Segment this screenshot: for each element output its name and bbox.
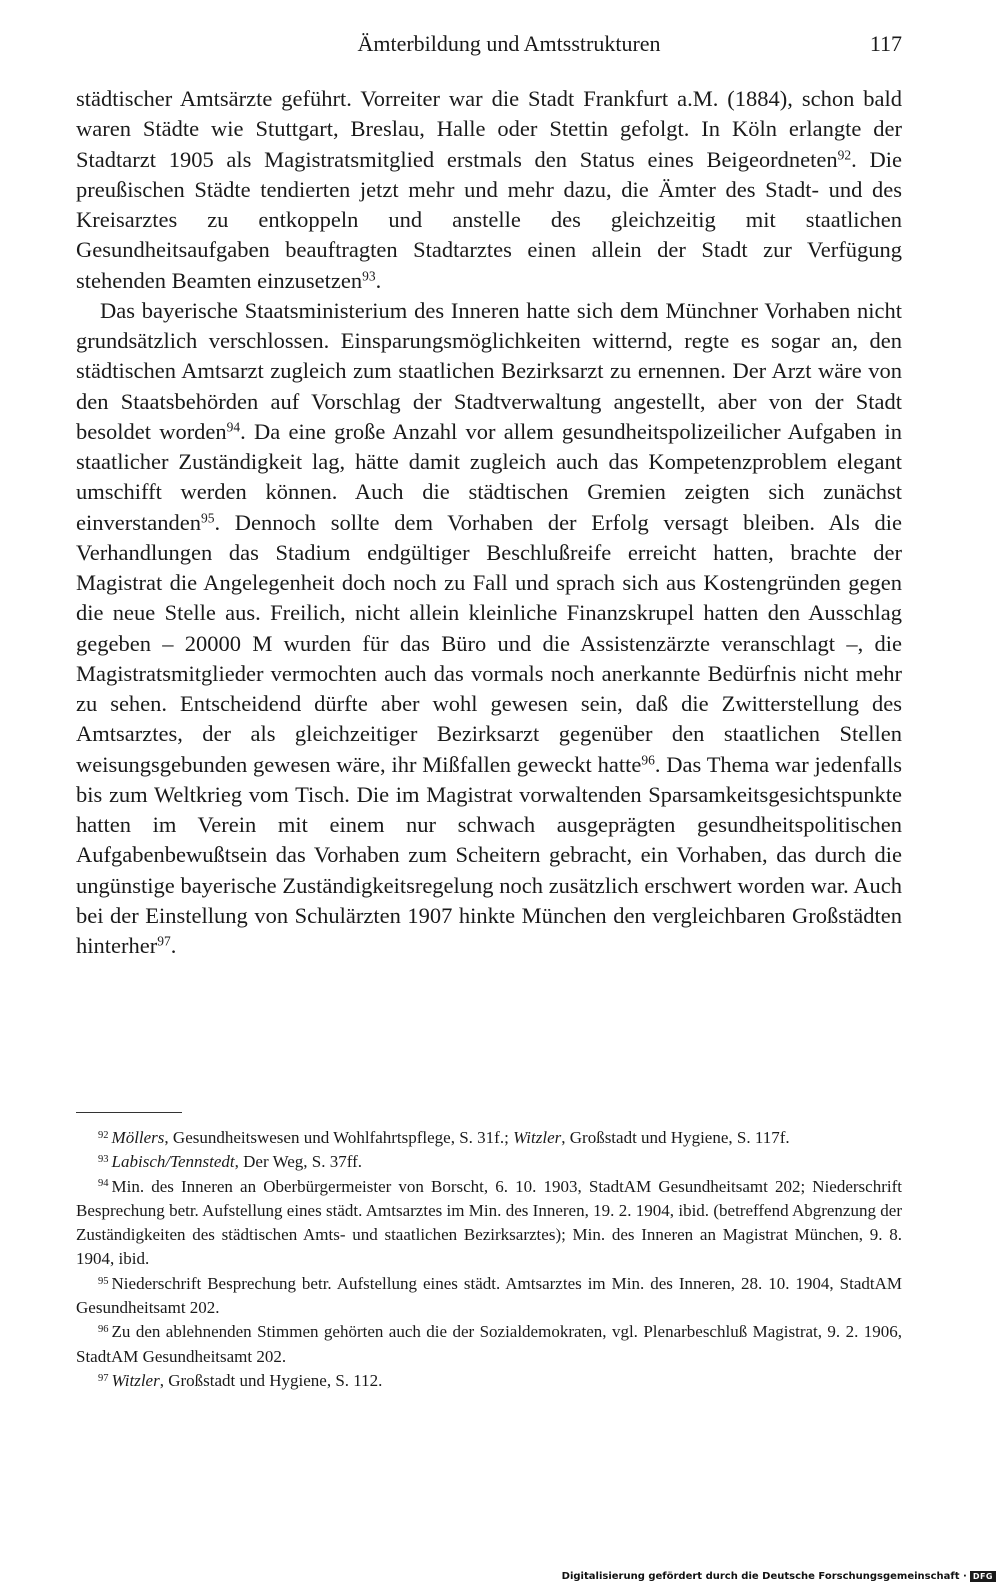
body-text (76, 84, 902, 961)
footnote-text: Min. des Inneren an Oberbürgermeister von Borscht, 6. 10. 1903, StadtAM Gesundheitsamt 202; Niederschrift Besprechung betr. Aufstellung eines städt. Amtsarztes im Min. des Inneren, 19. 2. 1904, ibid. (betreffend Abgrenzung der Zuständigkeiten des städtischen Amts- und staatlichen Bezirksarztes); Min. des Inneren an Magistrat München, 9. 8. 1904, ibid. (76, 1176, 902, 1269)
paragraph-2 (76, 296, 902, 962)
p2-text-3: . Dennoch sollte dem Vorhaben der Erfolg versagt bleiben. Als die Verhandlungen das Stadium endgültiger Beschlußreife erreicht hatten, brachte der Magistrat die Angelegenheit doch noch zu Fall und sprach sich aus Kostengründen gegen die neue Stelle aus. Freilich, nicht allein kleinliche Finanzskrupel hatten den Ausschlag gegeben – 20000 M wurden für das Büro und die Assistenzärzte veranschlagt –, die Magistratsmitglieder vermochten auch das vormals noch anerkannte Bedürfnis nicht mehr zu sehen. Entscheidend dürfte aber wohl gewesen sein, daß die Zwitterstellung des Amtsarztes, der als gleichzeitiger Bezirksarzt gegenüber den staatlichen Stellen weisungsgebunden gewesen wäre, ihr Mißfallen geweckt hatte (76, 509, 902, 777)
footnote (76, 1126, 902, 1150)
footnote-ref: 93 (362, 268, 376, 284)
footnote-text: , Der Weg, S. 37ff. (234, 1152, 363, 1172)
page-number: 117 (869, 31, 902, 56)
footnote (76, 1175, 902, 1272)
p1-text-1: städtischer Amtsärzte geführt. Vorreiter war die Stadt Frankfurt a.M. (1884), schon bald waren Städte wie Stuttgart, Breslau, Halle oder Stettin gefolgt. In Köln erlangte der Stadtarzt 1905 als Magistratsmitglied erstmals den Status eines Beigeordneten (76, 86, 902, 172)
footnote-text: Niederschrift Besprechung betr. Aufstellung eines städt. Amtsarztes im Min. des Inneren, 28. 10. 1904, StadtAM Gesundheitsamt 202. (76, 1273, 902, 1318)
footnote-number: 97 (98, 1372, 109, 1384)
footnote-author: Witzler (111, 1370, 160, 1390)
footnote-number: 96 (98, 1324, 109, 1336)
p1-text-3: . (375, 267, 382, 293)
footnote-text: , Großstadt und Hygiene, S. 112. (159, 1370, 383, 1390)
footnote-number: 93 (98, 1154, 109, 1166)
p2-text-2: . Da eine große Anzahl vor allem gesundheitspolizeilicher Aufgaben in staatlicher Zuständigkeit lag, hätte damit zugleich auch das Kompetenzproblem elegant umschifft werden können. Auch die städtischen Gremien zeigten sich zunächst einverstanden (76, 418, 902, 535)
footnote-number: 95 (98, 1275, 109, 1287)
footnote (76, 1150, 902, 1174)
footnote-ref: 92 (837, 147, 852, 163)
p1-text-2: . Die preußischen Städte tendierten jetzt mehr und mehr dazu, die Ämter des Stadt- und des Kreisarztes zu entkoppeln und anstelle des gleichzeitig mit staatlichen Gesundheitsaufgaben beauftragten Stadtarztes einen allein der Stadt zur Verfügung stehenden Beamten einzusetzen (76, 146, 902, 293)
paragraph-1 (76, 84, 902, 296)
footnote-text: Zu den ablehnenden Stimmen gehörten auch die der Sozialdemokraten, vgl. Plenarbeschluß Magistrat, 9. 2. 1906, StadtAM Gesundheitsamt 202. (76, 1322, 902, 1366)
footnote-number: 94 (98, 1178, 109, 1190)
footnote-rule (76, 1112, 182, 1113)
footnote (76, 1272, 902, 1321)
running-head (76, 28, 902, 60)
p2-text-5: . (170, 933, 177, 958)
footnote-ref: 95 (200, 510, 215, 526)
footnote-number: 92 (98, 1129, 109, 1141)
footnote-text: , Großstadt und Hygiene, S. 117f. (561, 1128, 790, 1147)
footnote-author: Witzler (513, 1128, 562, 1147)
footnote (76, 1369, 902, 1393)
footnote-ref: 97 (157, 933, 171, 949)
footnote (76, 1320, 902, 1369)
digitization-credit (562, 1571, 996, 1582)
running-title: Ämterbildung und Amtsstrukturen (357, 31, 661, 56)
footnote-author: Möllers (111, 1128, 165, 1147)
footnote-ref: 94 (226, 419, 241, 435)
footnote-ref: 96 (641, 752, 655, 768)
footnote-text: , Gesundheitswesen und Wohlfahrtspflege, S. 31f.; (164, 1128, 514, 1147)
footnote-author: Labisch/Tennstedt (111, 1152, 235, 1172)
p2-text-4: . Das Thema war jedenfalls bis zum Weltkrieg vom Tisch. Die im Magistrat vorwaltenden Sparsamkeitsgesichtspunkte hatten im Verein mit einem nur schwach ausgeprägten gesundheitspolitischen Aufgabenbewußtsein das Vorhaben zum Scheitern gebracht, ein Vorhaben, das durch die ungünstige bayerische Zuständigkeitsregelung noch zusätzlich erschwert worden war. Auch bei der Einstellung von Schulärzten 1907 hinkte München den vergleichbaren Großstädten hinterher (76, 751, 902, 958)
dfg-logo: DFG (970, 1571, 996, 1582)
credit-text: Digitalisierung gefördert durch die Deutsche Forschungsgemeinschaft · (561, 1571, 967, 1582)
footnotes (76, 1126, 902, 1393)
p2-text-1: Das bayerische Staatsministerium des Inneren hatte sich dem Münchner Vorhaben nicht grundsätzlich verschlossen. Einsparungsmöglichkeiten witternd, regte es sogar an, den städtischen Amtsarzt zugleich zum staatlichen Bezirksarzt zu ernennen. Der Arzt wäre von den Staatsbehörden auf Vorschlag der Stadtverwaltung angestellt, aber von der Stadt besoldet worden (76, 297, 902, 444)
